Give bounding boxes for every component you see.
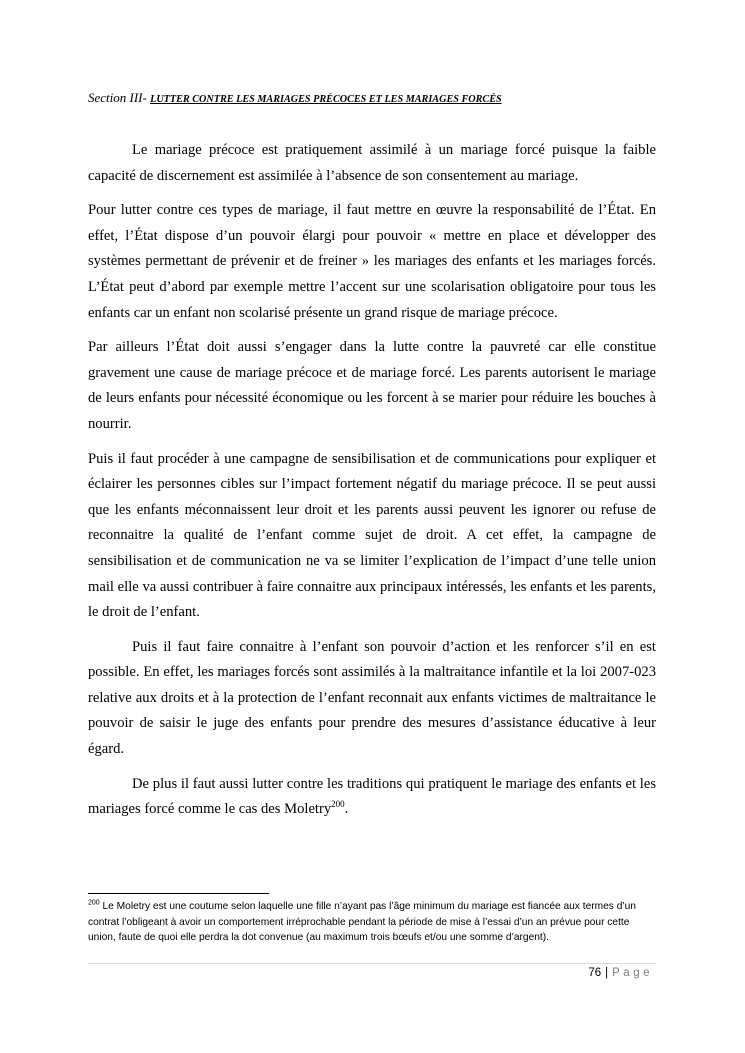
page-footer xyxy=(588,967,653,979)
page-word: Page xyxy=(612,967,653,979)
footnote-text: Le Moletry est une coutume selon laquelle une fille n’ayant pas l’âge minimum du mariage est fiancée aux termes d’un contrat l’obligeant à avoir un comportement irréprochable pendant la période de mise à l’essai d’un an prévue pour cette union, faute de quoi elle perdra la dot convenue (au maximum trois bœufs et/ou une somme d’argent). xyxy=(88,901,636,943)
paragraph-6 xyxy=(88,772,656,823)
paragraph-5: Puis il faut faire connaitre à l’enfant son pouvoir d’action et les renforcer s’il en est possible. En effet, les mariages forcés sont assimilés à la maltraitance infantile et la loi 2007-023 relative aux droits et à la protection de l’enfant reconnait aux enfants victimes de maltraitance le pouvoir de saisir le juge des enfants pour prendre des mesures d’assistance éducative à leur égard. xyxy=(88,638,656,758)
paragraph-3: Par ailleurs l’État doit aussi s’engager dans la lutte contre la pauvreté car elle constitue gravement une cause de mariage précoce et de mariage forcé. Les parents autorisent le mariage de leurs enfants pour nécessité économique ou les forcent à se marier pour réduire les bouches à nourrir. xyxy=(88,339,656,432)
footer-rule xyxy=(88,963,656,964)
section-prefix: Section III- xyxy=(88,90,151,105)
page-number: 76 xyxy=(588,967,602,979)
section-title: LUTTER CONTRE LES MARIAGES PRÉCOCES ET LES MARIAGES FORCÉS xyxy=(150,94,502,105)
paragraph-6-text: De plus il faut aussi lutter contre les traditions qui pratiquent le mariage des enfants et les mariages forcé comme le cas des Moletry xyxy=(88,775,656,818)
paragraph-6-end: . xyxy=(344,801,349,818)
footnote-number: 200 xyxy=(88,899,100,907)
footnote xyxy=(88,899,656,946)
paragraph-4: Puis il faut procéder à une campagne de sensibilisation et de communications pour expliquer et éclairer les personnes cibles sur l’impact fortement négatif du mariage précoce. Il se peut aussi que les enfants méconnaissent leur droit et les parents aussi peuvent les ignorer ou refuse de reconnaitre la qualité de l’enfant comme sujet de droit. A cet effet, la campagne de sensibilisation et de communication ne va se limiter l’explication de l’impact d’une telle union mail elle va aussi contribuer à faire connaitre aux principaux intéressés, les enfants et les parents, le droit de l’enfant. xyxy=(88,450,656,621)
body-text xyxy=(88,138,656,832)
paragraph-2: Pour lutter contre ces types de mariage, il faut mettre en œuvre la responsabilité de l’État. En effet, l’État dispose d’un pouvoir élargi pour pouvoir « mettre en place et développer des systèmes permettant de prévenir et de freiner » les mariages des enfants et les mariages forcés. L’État peut d’abord par exemple mettre l’accent sur une scolarisation obligatoire pour tous les enfants car un enfant non scolarisé présente un grand risque de mariage précoce. xyxy=(88,202,656,321)
footer-separator: | xyxy=(605,967,609,979)
footnote-reference[interactable]: 200 xyxy=(331,799,345,810)
paragraph-1: Le mariage précoce est pratiquement assimilé à un mariage forcé puisque la faible capacité de discernement est assimilée à l’absence de son consentement au mariage. xyxy=(88,142,656,184)
section-heading xyxy=(88,90,668,106)
footnote-separator xyxy=(88,893,269,894)
